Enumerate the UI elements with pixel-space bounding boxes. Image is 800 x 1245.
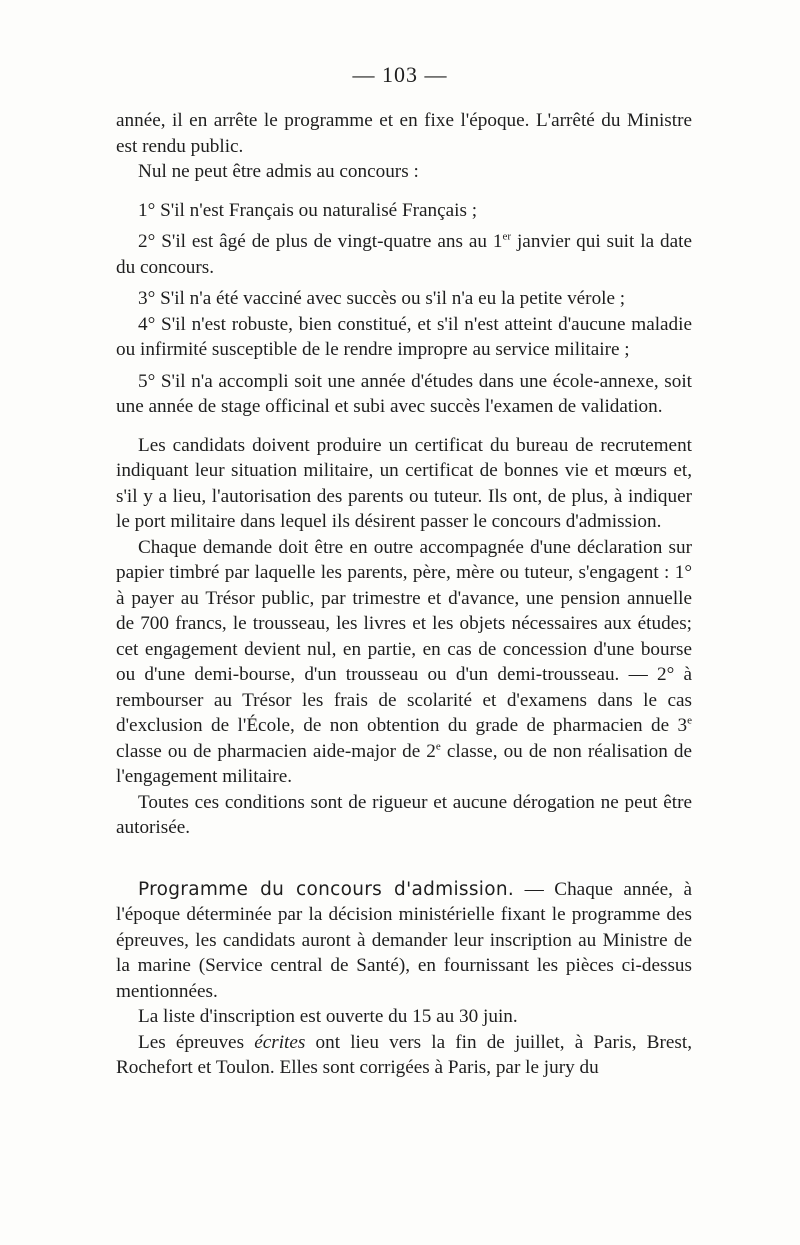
- condition-5: 5° S'il n'a accompli soit une année d'études dans une école-annexe, soit une année de stage officinal et subi avec succès l'examen de validation.: [116, 370, 692, 417]
- condition-4: 4° S'il n'est robuste, bien constitué, et s'il n'est atteint d'aucune maladie ou infirmité susceptible de le rendre impropre au service militaire ;: [116, 313, 692, 360]
- condition-2: [116, 229, 692, 280]
- declaration-superscript-2: e: [435, 740, 441, 753]
- declaration-text-start: Chaque demande doit être en outre accompagnée d'une déclaration sur papier timbré par laquelle les parents, père, mère ou tuteur, s'engagent : 1° à payer au Trésor public, par trimestre et d'avance, une pension annuelle de 700 francs, le trousseau, les livres et les objets nécessaires aux études; cet engagement devient nul, en partie, en cas de concession d'une bourse ou d'une demi-bourse, d'un trousseau ou d'un demi-trousseau. — 2° à rembourser au Trésor les frais de scolarité et d'examens dans le cas d'exclusion de l'École, de non obtention du grade de pharmacien de 3: [116, 536, 692, 736]
- paragraph-rigueur: Toutes ces conditions sont de rigueur et aucune dérogation ne peut être autorisée.: [116, 791, 692, 838]
- condition-1: 1° S'il n'est Français ou naturalisé Français ;: [138, 199, 478, 221]
- written-tests-text-start: Les épreuves: [138, 1031, 255, 1053]
- written-tests-italic: écrites: [254, 1031, 306, 1053]
- paragraph-inscription-list: La liste d'inscription est ouverte du 15 au 30 juin.: [138, 1006, 518, 1027]
- paragraph-intro: année, il en arrête le programme et en fixe l'époque. L'arrêté du Ministre est rendu public.: [116, 110, 692, 157]
- written-tests-text-end: ont lieu vers la fin de juillet, à Paris, Brest, Rochefort et Toulon. Elles sont corrigées à Paris, par le jury du: [116, 1031, 692, 1078]
- condition-2-superscript: er: [502, 230, 512, 243]
- paragraph-programme: [116, 877, 692, 1005]
- condition-2-text-end: janvier qui suit la date du concours.: [116, 231, 692, 278]
- paragraph-admission-conditions: Nul ne peut être admis au concours :: [138, 161, 419, 182]
- condition-3: 3° S'il n'a été vacciné avec succès ou s'il n'a eu la petite vérole ;: [138, 288, 626, 309]
- paragraph-declaration: [116, 535, 692, 790]
- declaration-text-middle: classe ou de pharmacien aide-major de 2: [116, 740, 436, 762]
- declaration-text-end: classe, ou de non réalisation de l'engagement militaire.: [116, 740, 692, 787]
- condition-2-text-start: 2° S'il est âgé de plus de vingt-quatre ans au 1: [138, 231, 503, 252]
- programme-text: — Chaque année, à l'époque déterminée par la décision ministérielle fixant le programme des épreuves, les candidats auront à demander leur inscription au Ministre de la marine (Service central de Santé), en fournissant les pièces ci-dessus mentionnées.: [116, 878, 692, 1002]
- page-number: — 103 —: [352, 62, 448, 87]
- text-body: [116, 108, 692, 1081]
- paragraph-written-tests: [116, 1030, 692, 1081]
- paragraph-candidates-documents: Les candidats doivent produire un certificat du bureau de recrutement indiquant leur situation militaire, un certificat de bonnes vie et mœurs et, s'il y a lieu, l'autorisation des parents ou tuteur. Ils ont, de plus, à indiquer le port militaire dans lequel ils désirent passer le concours d'admission.: [116, 434, 692, 532]
- declaration-superscript-1: e: [687, 714, 692, 727]
- section-title: Programme du concours d'admission.: [138, 878, 515, 900]
